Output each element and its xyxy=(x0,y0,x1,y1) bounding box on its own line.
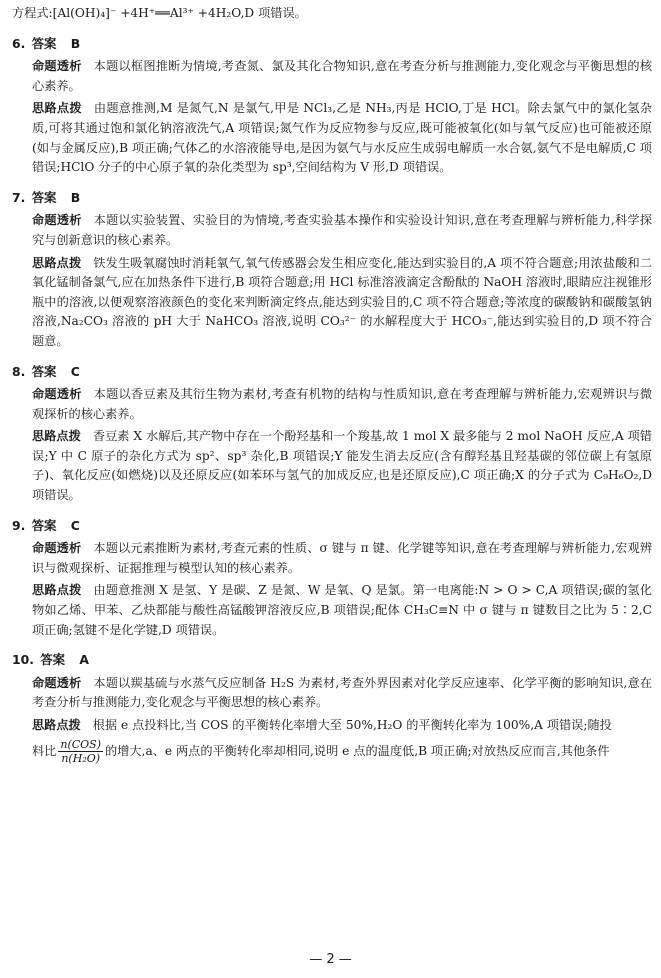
answer-value: B xyxy=(70,189,81,205)
analysis-paragraph xyxy=(12,539,652,578)
solution-paragraph xyxy=(12,427,652,505)
analysis-tag: 命题透析 xyxy=(32,213,82,228)
analysis-paragraph xyxy=(12,211,652,250)
answer-value: B xyxy=(70,35,81,51)
item-number: 10. xyxy=(12,652,34,668)
answer-label: 答案 xyxy=(31,189,57,205)
analysis-paragraph xyxy=(12,57,652,96)
solution-continuation xyxy=(12,738,652,765)
answer-header-9 xyxy=(12,516,652,536)
answer-header-6 xyxy=(12,34,652,54)
answer-label: 答案 xyxy=(40,652,66,668)
analysis-text: 本题以香豆素及其衍生物为素材,考查有机物的结构与性质知识,意在考查理解与辨析能力,宏观辨识与微观探析的核心素养。 xyxy=(32,387,653,421)
solution-tag: 思路点拨 xyxy=(32,583,82,598)
analysis-text: 本题以实验装置、实验目的为情境,考查实验基本操作和实验设计知识,意在考查理解与辨析能力,科学探究与创新意识的核心素养。 xyxy=(32,213,653,247)
top-line: 方程式:[Al(OH)₄]⁻ +4H⁺══Al³⁺ +4H₂O,D 项错误。 xyxy=(12,6,307,20)
solution-tag: 思路点拨 xyxy=(32,718,81,732)
solution-paragraph xyxy=(12,254,652,352)
solution-paragraph xyxy=(12,99,652,177)
analysis-text: 本题以元素推断为素材,考查元素的性质、σ 键与 π 键、化学键等知识,意在考查理解与辨析能力,宏观辨识与微观探析、证据推理与模型认知的核心素养。 xyxy=(32,541,653,575)
item-number: 7. xyxy=(12,189,26,205)
analysis-text: 本题以框图推断为情境,考查氮、氯及其化合物知识,意在考查分析与推测能力,变化观念与平衡思想的核心素养。 xyxy=(32,59,653,93)
solution-text: 香豆素 X 水解后,其产物中存在一个酚羟基和一个羧基,故 1 mol X 最多能与 2 mol NaOH 反应,A 项错误;Y 中 C 原子的杂化方式为 sp²、sp³ 杂化,B 项错误;Y 能发生消去反应(含有醇羟基且羟基碳的邻位碳上有氢原子)、氧化反应(如燃烧)以及还原反应(如苯环与氢气的加成反应,也是还原反应),C 项正确;X 的分子式为 C₉H₆O₂,D 项错误。 xyxy=(32,429,652,503)
solution-text: 根据 e 点投料比,当 COS 的平衡转化率增大至 50%,H₂O 的平衡转化率为 100%,A 项错误;随投 xyxy=(92,718,612,732)
analysis-text: 本题以羰基硫与水蒸气反应制备 H₂S 为素材,考查外界因素对化学反应速率、化学平衡的影响知识,意在考查分析与推测能力,变化观念与平衡思想的核心素养。 xyxy=(32,675,653,710)
answer-header-7 xyxy=(12,188,652,208)
page-content xyxy=(12,4,652,765)
solution-text: 由题意推测,M 是氮气,N 是氯气,甲是 NCl₃,乙是 NH₃,丙是 HClO,丁是 HCl。除去氯气中的氯化氢杂质,可将其通过饱和氯化钠溶液洗气,A 项错误;氮气作为反应物参与反应,既可能被氧化(如与氧气反应)也可能被还原(如与金属反应),B 项正确;气体乙的水溶液能导电,是因为氨气与水反应生成弱电解质一水合氨,氨气不是电解质,C 项错误;HClO 分子的中心原子氧的杂化类型为 sp³,空间结构为 V 形,D 项错误。 xyxy=(32,101,653,175)
analysis-tag: 命题透析 xyxy=(32,387,82,402)
answer-label: 答案 xyxy=(31,363,57,379)
analysis-tag: 命题透析 xyxy=(32,675,82,690)
answer-value: C xyxy=(70,517,80,533)
item-number: 8. xyxy=(12,363,26,379)
ratio-suffix: 的增大,a、e 两点的平衡转化率却相同,说明 e 点的温度低,B 项正确;对放热反应而言,其他条件 xyxy=(105,743,610,758)
answer-label: 答案 xyxy=(31,35,57,51)
item-number: 6. xyxy=(12,35,26,51)
answer-value: C xyxy=(70,363,80,379)
mole-ratio-fraction xyxy=(58,738,103,765)
analysis-paragraph xyxy=(12,385,652,424)
solution-tag: 思路点拨 xyxy=(32,101,82,116)
item-number: 9. xyxy=(12,517,26,533)
answer-label: 答案 xyxy=(31,517,57,533)
solution-tag: 思路点拨 xyxy=(32,429,81,444)
solution-text: 铁发生吸氧腐蚀时消耗氧气,氧气传感器会发生相应变化,能达到实验目的,A 项不符合题意;用浓盐酸和二氧化锰制备氯气,应在加热条件下进行,B 项符合题意;用 HCl 标准溶液滴定含酚酞的 NaOH 溶液时,眼睛应注视锥形瓶中的溶液,以便观察溶液颜色的变化来判断滴定终点,能达到实验目的,C 项不符合题意;等浓度的碳酸钠和碳酸氢钠溶液,Na₂CO₃ 溶液的 pH 大于 NaHCO₃ 溶液,说明 CO₃²⁻ 的水解程度大于 HCO₃⁻,能达到实验目的,D 项不符合题意。 xyxy=(32,255,653,348)
answer-header-8 xyxy=(12,362,652,382)
solution-text: 由题意推测 X 是氢、Y 是碳、Z 是氮、W 是氧、Q 是氯。第一电离能:N > O > C,A 项错误;碳的氢化物如乙烯、甲苯、乙炔都能与酸性高锰酸钾溶液反应,B 项错误;配体 CH₃C≡N 中 σ 键与 π 键数目之比为 5∶2,C 项正确;氢键不是化学键,D 项错误。 xyxy=(32,583,652,637)
analysis-tag: 命题透析 xyxy=(32,59,82,74)
fraction-numerator: n(COS) xyxy=(60,737,102,751)
ratio-prefix: 料比 xyxy=(32,743,57,758)
answer-header-10 xyxy=(12,650,652,670)
analysis-tag: 命题透析 xyxy=(32,541,82,556)
analysis-paragraph xyxy=(12,674,652,713)
page-number: — 2 — xyxy=(309,952,352,967)
solution-paragraph xyxy=(12,716,652,736)
fraction-denominator: n(H₂O) xyxy=(61,751,101,765)
solution-tag: 思路点拨 xyxy=(32,255,82,270)
solution-paragraph xyxy=(12,581,652,640)
answer-value: A xyxy=(79,652,89,668)
